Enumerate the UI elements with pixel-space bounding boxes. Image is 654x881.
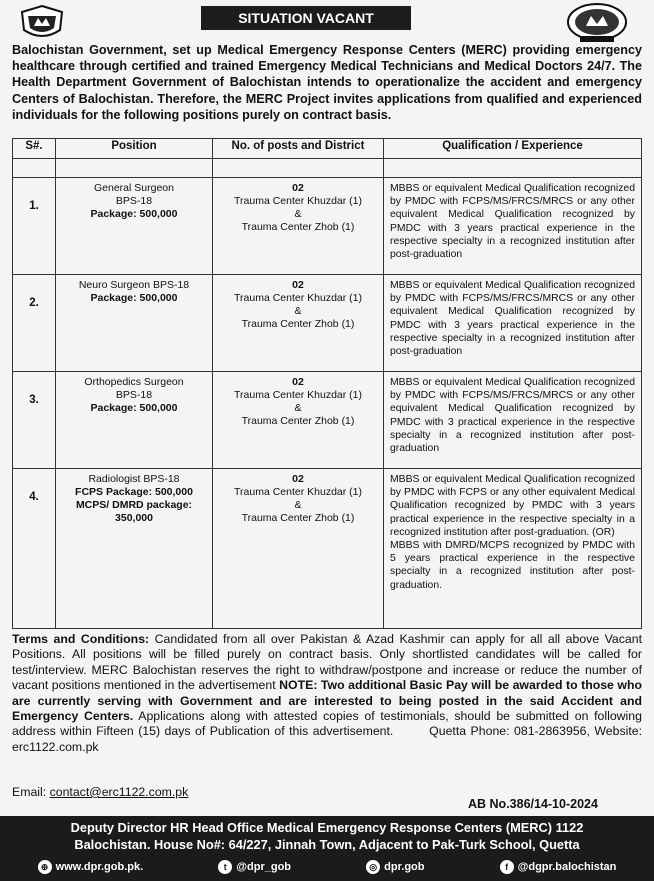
- district-1: Trauma Center Khuzdar (1): [234, 486, 362, 498]
- twitter-icon: t: [218, 860, 232, 874]
- row-serial: 4.: [13, 469, 56, 629]
- district-2: Trauma Center Zhob (1): [241, 415, 355, 427]
- terms-note: NOTE: Two additional Basic Pay will be awarded to those who are currently serving with Government and are interested to being posted in the said Accident and Emergency Centers.: [12, 678, 642, 724]
- col-header-position: Position: [56, 139, 213, 159]
- position-package: Package: 500,000: [90, 292, 178, 304]
- row-position: [56, 372, 213, 469]
- qualification-option-2: MBBS with DMRD/MCPS recognized by PMDC with 5 years practical experience in the respective specialty in a recognized institution after post-graduation.: [390, 540, 635, 591]
- email-link[interactable]: contact@erc1122.com.pk: [49, 785, 189, 799]
- social-twitter-label: @dpr_gob: [236, 861, 292, 873]
- instagram-icon: ◎: [366, 860, 380, 874]
- table-header-row: [13, 139, 642, 159]
- social-facebook-label: @dgpr.balochistan: [517, 861, 617, 873]
- district-2: Trauma Center Zhob (1): [241, 318, 355, 330]
- position-name: Radiologist BPS-18: [88, 473, 180, 485]
- row-qualification: MBBS or equivalent Medical Qualification recognized by PMDC with FCPS/MS/FRCS/MRCS or any other equivalent Medical Qualification recognized by PMDC with 3 years practical experience in the respective specialty in a recognized institution after post-graduation: [384, 178, 642, 275]
- posts-count: 02: [292, 279, 304, 291]
- social-website[interactable]: [38, 860, 144, 874]
- position-name: Orthopedics Surgeon: [84, 376, 184, 388]
- row-district: [213, 275, 384, 372]
- row-district: [213, 469, 384, 629]
- district-ampersand: &: [294, 402, 302, 414]
- table-row: [13, 275, 642, 372]
- district-1: Trauma Center Khuzdar (1): [234, 195, 362, 207]
- district-ampersand: &: [294, 499, 302, 511]
- row-qualification: MBBS or equivalent Medical Qualification recognized by PMDC with FCPS/MS/FRCS/MRCS or any other equivalent Medical Qualification recognized by PMDC with 3 years practical experience in the respective specialty in a recognized institution after post-graduation: [384, 275, 642, 372]
- footer-line-2: Balochistan. House No#: 64/227, Jinnah Town, Adjacent to Pak-Turk School, Quetta: [74, 837, 580, 852]
- district-ampersand: &: [294, 208, 302, 220]
- facebook-icon: f: [500, 860, 514, 874]
- position-package: MCPS/ DMRD package:: [75, 499, 193, 511]
- balochistan-government-logo: [18, 4, 66, 44]
- social-facebook[interactable]: [500, 860, 617, 874]
- qualification-option-1: MBBS or equivalent Medical Qualification recognized by PMDC with FCPS or any other equivalent Medical Qualification recognized by PMDC with 3 years practical experience in the respective specialty in a recognized institution after post-graduation. (OR): [390, 474, 635, 538]
- page-title: SITUATION VACANT: [201, 6, 411, 30]
- positions-table: [12, 138, 642, 629]
- intro-paragraph: Balochistan Government, set up Medical Emergency Response Centers (MERC) providing emergency healthcare through certified and trained Emergency Medical Technicians and Medical Doctors 24/7. The Health Department Government of Balochistan intends to operationalize the accident and emergency Centers of Balochistan. Therefore, the MERC Project invites applications from qualified and experienced individuals for the following positions purely on contract basis.: [12, 43, 642, 122]
- terms-heading: Terms and Conditions:: [12, 632, 150, 646]
- position-package: FCPS Package: 500,000: [75, 486, 193, 498]
- position-package: 350,000: [115, 512, 153, 524]
- table-row: [13, 469, 642, 629]
- row-serial: 3.: [13, 372, 56, 469]
- row-position: [56, 178, 213, 275]
- footer-address: [0, 819, 654, 853]
- table-row: [13, 178, 642, 275]
- position-name: Neuro Surgeon BPS-18: [78, 279, 190, 291]
- row-position: [56, 469, 213, 629]
- social-twitter[interactable]: [218, 860, 291, 874]
- merc-logo: [566, 2, 628, 44]
- position-package: Package: 500,000: [90, 402, 178, 414]
- email-label: Email:: [12, 785, 47, 799]
- col-header-qualification: Qualification / Experience: [384, 139, 642, 159]
- social-website-label: www.dpr.gob.pk.: [55, 861, 144, 873]
- social-instagram[interactable]: [366, 860, 424, 874]
- globe-icon: ⊕: [38, 860, 52, 874]
- row-qualification: [384, 469, 642, 629]
- district-2: Trauma Center Zhob (1): [241, 221, 355, 233]
- table-spacer-row: [13, 159, 642, 178]
- position-name: General Surgeon: [94, 182, 174, 194]
- position-package: Package: 500,000: [90, 208, 178, 220]
- terms-submission: Applications along with attested copies of testimonials, should be submitted on following address within Fifteen (15) days of Publication of this advertisement.: [12, 709, 642, 739]
- terms-and-conditions: [12, 632, 642, 755]
- footer: [0, 816, 654, 881]
- col-header-serial: S#.: [13, 139, 56, 159]
- terms-text: Candidated from all over Pakistan & Azad Kashmir can apply for all all above Vacant Positions. All positions will be filled purely on contract basis. Only shortlisted candidates will be called for test/interview. MERC Balochistan reserves the right to withdraw/postpone and increase or reduce the number of vacant positions mentioned in the advertisement: [12, 632, 643, 693]
- district-1: Trauma Center Khuzdar (1): [234, 389, 362, 401]
- contact-info: Quetta Phone: 081-2863956, Website: erc1122.com.pk: [12, 724, 643, 754]
- social-links: [0, 860, 654, 874]
- position-grade: BPS-18: [115, 389, 153, 401]
- posts-count: 02: [292, 473, 304, 485]
- row-position: [56, 275, 213, 372]
- social-instagram-label: dpr.gob: [384, 861, 425, 873]
- district-2: Trauma Center Zhob (1): [241, 512, 355, 524]
- district-ampersand: &: [294, 305, 302, 317]
- row-district: [213, 372, 384, 469]
- table-row: [13, 372, 642, 469]
- row-serial: 1.: [13, 178, 56, 275]
- ad-number: AB No.386/14-10-2024: [468, 797, 598, 811]
- row-district: [213, 178, 384, 275]
- row-qualification: MBBS or equivalent Medical Qualification recognized by PMDC with FCPS/MS/FRCS/MRCS or any other equivalent Medical Qualification recognized by PMDC with 3 practical experience in the respective specialty in a recognized institution after post-graduation: [384, 372, 642, 469]
- position-grade: BPS-18: [115, 195, 153, 207]
- email-line: [12, 785, 188, 799]
- district-1: Trauma Center Khuzdar (1): [234, 292, 362, 304]
- row-serial: 2.: [13, 275, 56, 372]
- posts-count: 02: [292, 182, 304, 194]
- col-header-posts-district: No. of posts and District: [213, 139, 384, 159]
- footer-line-1: Deputy Director HR Head Office Medical Emergency Response Centers (MERC) 1122: [70, 820, 584, 835]
- posts-count: 02: [292, 376, 304, 388]
